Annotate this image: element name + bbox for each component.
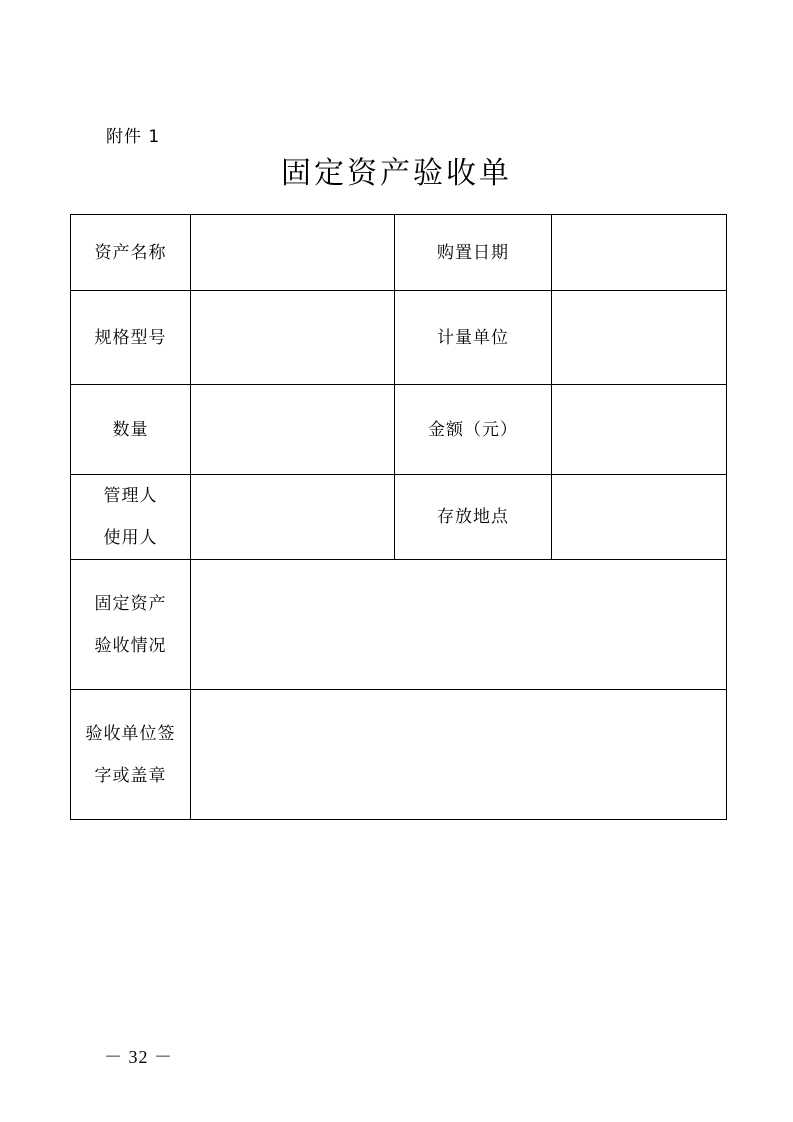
signature-label [71,690,191,820]
purchase-date-field[interactable] [552,215,727,291]
manager-label-line1: 管理人 [103,486,158,506]
acceptance-label-line1: 固定资产 [94,593,167,614]
table-row [71,690,727,820]
manager-label-line2: 使用人 [103,528,158,548]
asset-name-label: 资产名称 [71,215,191,291]
attachment-label: 附件 1 [106,127,161,147]
model-label: 规格型号 [71,291,191,385]
signature-label-line1: 验收单位签 [85,723,176,744]
unit-field[interactable] [552,291,727,385]
table-row [71,215,727,291]
manager-label [71,475,191,560]
signature-label-line2: 字或盖章 [94,765,167,786]
amount-label: 金额（元） [395,385,552,475]
model-field[interactable] [191,291,395,385]
table-row [71,291,727,385]
signature-field[interactable] [191,690,727,820]
asset-name-field[interactable] [191,215,395,291]
table-row [71,385,727,475]
quantity-field[interactable] [191,385,395,475]
acceptance-label-line2: 验收情况 [94,635,167,656]
location-field[interactable] [552,475,727,560]
quantity-label: 数量 [71,385,191,475]
acceptance-field[interactable] [191,560,727,690]
location-label: 存放地点 [395,475,552,560]
page-number: － 32 － [104,1047,173,1067]
amount-field[interactable] [552,385,727,475]
manager-field[interactable] [191,475,395,560]
asset-acceptance-form [70,214,727,820]
acceptance-label [71,560,191,690]
purchase-date-label: 购置日期 [395,215,552,291]
page-title: 固定资产验收单 [281,156,512,191]
unit-label: 计量单位 [395,291,552,385]
table-row [71,475,727,560]
table-row [71,560,727,690]
